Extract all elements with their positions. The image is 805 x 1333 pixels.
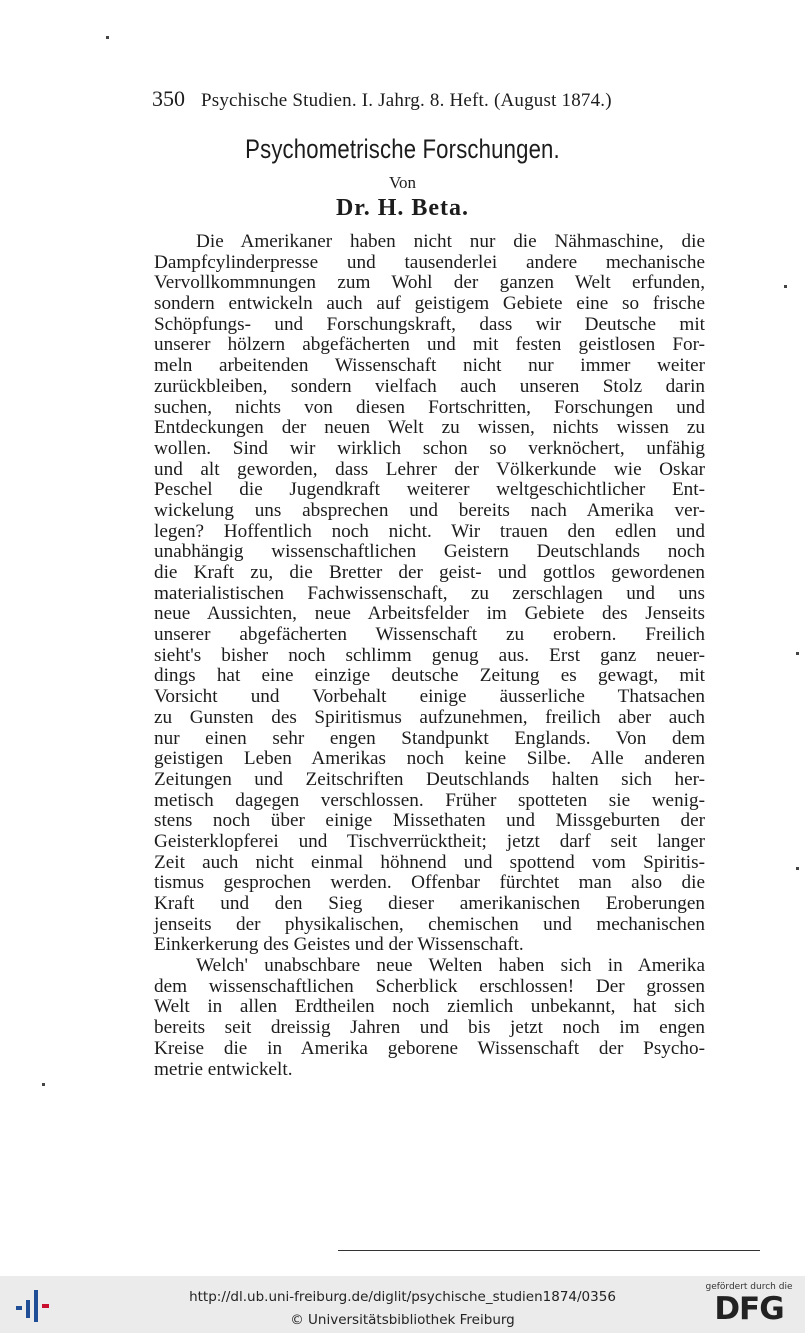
scan-speck (796, 867, 799, 870)
text-line: Die Amerikaner haben nicht nur die Nähmaschine, die (196, 231, 705, 252)
text-line: zu Gunsten des Spiritismus aufzunehmen, freilich aber auch (154, 706, 705, 728)
text-line: jenseits der physikalischen, chemischen und mechanischen (154, 913, 705, 935)
text-line: sondern entwickeln auch auf geistigem Gebiete eine so frische (154, 293, 705, 315)
text-line: Kraft und den Sieg dieser amerikanischen Eroberungen (154, 893, 705, 914)
text-line: geistigen Leben Amerikas noch keine Silbe. Alle anderen (154, 748, 705, 770)
text-line: nur einen sehr engen Standpunkt Englands. Von dem (154, 727, 705, 749)
dfg-wordmark: DFG (714, 1291, 784, 1327)
footer-bar (0, 1276, 805, 1333)
footer-copyright: © Universitätsbibliothek Freiburg (290, 1312, 515, 1328)
text-line: bereits seit dreissig Jahren und bis jetzt noch im engen (154, 1017, 705, 1039)
text-line: Welt in allen Erdtheilen noch ziemlich unbekannt, hat sich (154, 996, 705, 1018)
text-line: unabhängig wissenschaftlichen Geistern Deutschlands noch (154, 541, 705, 563)
byline-von: Von (388, 173, 417, 192)
text-line: neue Aussichten, neue Arbeitsfelder im Gebiete des Jenseits (154, 603, 705, 625)
text-line: Welch' unabschbare neue Welten haben sich in Amerika (196, 955, 705, 977)
scan-speck (42, 1083, 45, 1086)
text-line: die Kraft zu, die Bretter der geist- und gottlos gewordenen (154, 562, 705, 583)
article-author: Dr. H. Beta. (335, 195, 470, 221)
scan-speck (796, 652, 799, 655)
footer-url-link[interactable]: http://dl.ub.uni-freiburg.de/diglit/psychische_studien1874/0356 (189, 1289, 616, 1305)
scan-speck (106, 36, 109, 39)
text-line: metisch dagegen verschlossen. Früher spotteten sie wenig- (154, 789, 705, 811)
text-line: dings hat eine einzige deutsche Zeitung es gewagt, mit (154, 665, 705, 687)
page-bottom-rule (338, 1250, 760, 1251)
text-line: Geisterklopferei und Tischverrücktheit; jetzt darf seit langer (154, 830, 705, 852)
article-title: Psychometrische Forschungen. (245, 134, 560, 164)
running-title: Psychische Studien. I. Jahrg. 8. Heft. (August 1874.) (201, 90, 612, 111)
text-line: wickelung uns absprechen und bereits nach Amerika ver- (154, 499, 705, 521)
text-line: Zeit auch nicht einmal höhnend und spottend vom Spiritis- (154, 851, 705, 873)
text-line: Kreise die in Amerika geborene Wissenschaft der Psycho- (154, 1037, 705, 1059)
text-line: dem wissenschaftlichen Scherblick erschlossen! Der grossen (154, 975, 705, 997)
text-line: stens noch über einige Missethaten und Missgeburten der (154, 810, 705, 832)
text-line: Schöpfungs- und Forschungskraft, dass wir Deutsche mit (154, 313, 705, 335)
text-line: Zeitungen und Zeitschriften Deutschlands halten sich her- (154, 768, 705, 790)
scan-speck (784, 285, 787, 288)
text-line: meln arbeitenden Wissenschaft nicht nur immer weiter (154, 355, 705, 377)
text-line: tismus gesprochen werden. Offenbar fürchtet man also die (154, 872, 705, 894)
page-number: 350 (152, 86, 185, 111)
text-line: Entdeckungen der neuen Welt zu wissen, nichts wissen zu (154, 417, 705, 439)
text-line: zurückbleiben, sondern vielfach auch unseren Stolz darin (154, 375, 705, 397)
text-line: Dampfcylinderpresse und tausenderlei andere mechanische (154, 251, 705, 273)
dfg-caption: gefördert durch die (705, 1282, 793, 1292)
text-line: sieht's bisher noch schlimm genug aus. Erst ganz neuer- (154, 644, 705, 666)
text-line: metrie entwickelt. (154, 1058, 293, 1080)
text-line: materialistischen Fachwissenschaft, zu zerschlagen und uns (154, 582, 705, 604)
text-line: unserer hölzern abgefächerten und mit festen geistlosen For- (154, 334, 705, 356)
text-line: Peschel die Jugendkraft weiterer weltgeschichtlicher Ent- (154, 479, 705, 501)
dfg-logo (703, 1282, 795, 1326)
running-header (152, 86, 662, 112)
text-line: Vervollkommnungen zum Wohl der ganzen Welt erfunden, (154, 272, 705, 294)
text-line: legen? Hoffentlich noch nicht. Wir trauen den edlen und (154, 520, 705, 542)
text-line: suchen, nichts von diesen Fortschritten, Forschungen und (154, 396, 705, 418)
text-line: Vorsicht und Vorbehalt einige äusserliche Thatsachen (154, 686, 705, 708)
text-line: und alt geworden, dass Lehrer der Völkerkunde wie Oskar (154, 458, 705, 480)
text-line: unserer abgefächerten Wissenschaft zu erobern. Freilich (154, 624, 705, 646)
article-body (154, 232, 705, 1080)
text-line: Einkerkerung des Geistes und der Wissenschaft. (154, 934, 524, 956)
text-line: wollen. Sind wir wirklich schon so verknöchert, unfähig (154, 437, 705, 459)
